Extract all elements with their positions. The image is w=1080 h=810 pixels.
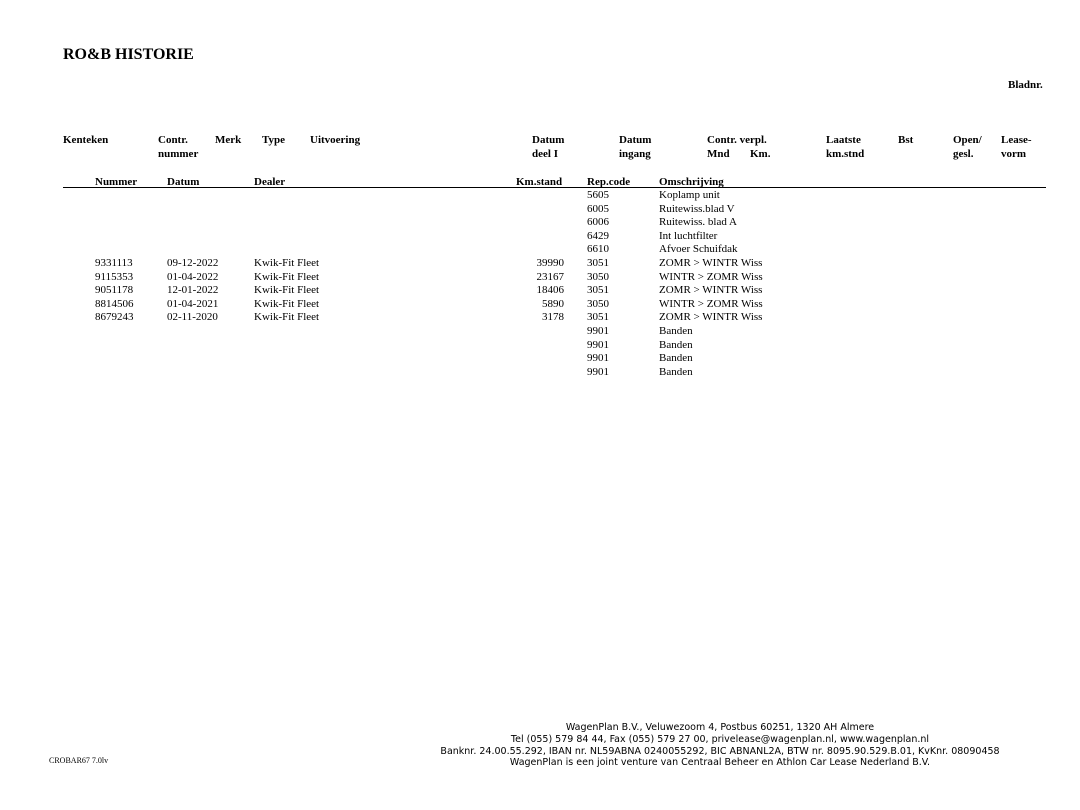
cell-dealer: Kwik-Fit Fleet xyxy=(254,284,320,297)
table-row xyxy=(0,366,1080,380)
cell-datum: 09-12-2022 xyxy=(167,257,219,269)
cell-omschrijving: ZOMR > WINTR Wiss xyxy=(659,257,763,269)
cell-dealer: Kwik-Fit Fleet xyxy=(254,311,320,324)
cell-kmstand: 23167 xyxy=(536,270,564,283)
table-row xyxy=(0,339,1080,353)
cell-omschrijving: ZOMR > WINTR Wiss xyxy=(659,311,763,324)
cell-omschrijving: Ruitewiss. blad A xyxy=(659,216,737,229)
cell-repcode: 9901 xyxy=(587,365,609,378)
cell-repcode: 3051 xyxy=(587,284,609,297)
header-open-line2: gesl. xyxy=(953,147,974,160)
cell-nummer: 8814506 xyxy=(95,297,134,310)
table-row xyxy=(0,271,1080,285)
footer-address: WagenPlan B.V., Veluwezoom 4, Postbus 60251, 1320 AH Almere xyxy=(565,722,875,733)
cell-repcode: 6005 xyxy=(587,202,609,215)
cell-repcode: 6610 xyxy=(587,243,609,256)
header-contract-number xyxy=(158,134,198,161)
header-laatste-line1: Laatste xyxy=(826,134,861,146)
cell-omschrijving: ZOMR > WINTR Wiss xyxy=(659,284,763,297)
cell-dealer: Kwik-Fit Fleet xyxy=(254,297,320,310)
header-kenteken-label: Kenteken xyxy=(63,134,109,146)
cell-dealer: Kwik-Fit Fleet xyxy=(254,257,320,269)
header-contr-verpl-mnd: Mnd xyxy=(707,147,730,160)
header-divider xyxy=(63,187,1046,188)
cell-repcode: 9901 xyxy=(587,352,609,365)
cell-repcode: 6006 xyxy=(587,216,609,229)
cell-repcode: 3051 xyxy=(587,257,609,269)
cell-datum: 02-11-2020 xyxy=(167,311,218,324)
cell-omschrijving: Int luchtfilter xyxy=(659,229,718,242)
subheader-omschrijving: Omschrijving xyxy=(659,176,724,188)
header-datum-deel-line1: Datum xyxy=(532,134,565,146)
header-lease-line1: Lease- xyxy=(1001,134,1032,146)
cell-omschrijving: Ruitewiss.blad V xyxy=(659,202,735,215)
header-contract-line2: nummer xyxy=(158,147,199,160)
form-code: CROBAR67 7.0lv xyxy=(49,756,109,765)
table-row xyxy=(0,298,1080,312)
footer-joint-venture: WagenPlan is een joint venture van Centraal Beheer en Athlon Car Lease Nederland B.V. xyxy=(509,757,931,769)
header-contr-verpl-line1: Contr. verpl. xyxy=(707,134,767,146)
header-type-label: Type xyxy=(262,134,286,146)
cell-omschrijving: Banden xyxy=(659,365,693,378)
cell-datum: 12-01-2022 xyxy=(167,284,219,297)
cell-omschrijving: Banden xyxy=(659,325,693,337)
cell-omschrijving: WINTR > ZOMR Wiss xyxy=(659,270,763,283)
table-row xyxy=(0,203,1080,217)
subheader-dealer: Dealer xyxy=(254,176,286,188)
cell-omschrijving: Afvoer Schuifdak xyxy=(659,243,738,256)
page-number-label: Bladnr. xyxy=(1008,79,1043,91)
subheader-kmstand: Km.stand xyxy=(516,176,563,188)
header-merk-label: Merk xyxy=(215,134,242,146)
table-row xyxy=(0,216,1080,230)
table-row xyxy=(0,230,1080,244)
cell-kmstand: 39990 xyxy=(536,257,564,269)
cell-omschrijving: Koplamp unit xyxy=(659,189,720,201)
table-row xyxy=(0,243,1080,257)
header-open-line1: Open/ xyxy=(953,134,982,146)
header-datum-ingang-line2: ingang xyxy=(619,147,651,160)
header-laatste-kmstand xyxy=(826,134,864,161)
header-type xyxy=(262,134,285,148)
cell-repcode: 6429 xyxy=(587,229,609,242)
header-laatste-line2: km.stnd xyxy=(826,147,865,160)
header-datum-ingang-line1: Datum xyxy=(619,134,652,146)
table-row xyxy=(0,284,1080,298)
header-uitvoering xyxy=(310,134,360,148)
table-row xyxy=(0,325,1080,339)
subheader-nummer: Nummer xyxy=(95,176,138,188)
header-bst-label: Bst xyxy=(898,134,914,146)
cell-repcode: 9901 xyxy=(587,338,609,351)
cell-datum: 01-04-2022 xyxy=(167,270,219,283)
company-footer xyxy=(420,722,1020,769)
table-row xyxy=(0,189,1080,203)
subheader-datum: Datum xyxy=(167,176,200,188)
header-lease-vorm xyxy=(1001,134,1032,161)
cell-nummer: 9331113 xyxy=(95,257,133,269)
header-bst xyxy=(898,134,913,148)
cell-nummer: 8679243 xyxy=(95,311,134,324)
page-title: RO&B HISTORIE xyxy=(63,46,194,63)
cell-nummer: 9051178 xyxy=(95,284,134,297)
table-row xyxy=(0,257,1080,271)
header-merk xyxy=(215,134,241,148)
cell-dealer: Kwik-Fit Fleet xyxy=(254,270,320,283)
cell-kmstand: 5890 xyxy=(542,297,564,310)
header-lease-line2: vorm xyxy=(1001,147,1027,160)
cell-kmstand: 3178 xyxy=(542,311,564,324)
cell-nummer: 9115353 xyxy=(95,270,134,283)
header-open-gesl xyxy=(953,134,982,161)
header-kenteken xyxy=(63,134,108,148)
cell-repcode: 9901 xyxy=(587,325,609,337)
header-datum-deel-line2: deel I xyxy=(532,147,558,160)
cell-repcode: 3051 xyxy=(587,311,609,324)
cell-repcode: 3050 xyxy=(587,297,609,310)
cell-repcode: 5605 xyxy=(587,189,609,201)
cell-kmstand: 18406 xyxy=(536,284,564,297)
cell-omschrijving: WINTR > ZOMR Wiss xyxy=(659,297,763,310)
footer-bank-details: Banknr. 24.00.55.292, IBAN nr. NL59ABNA 0240055292, BIC ABNANL2A, BTW nr. 8095.90.529.B.01, KvKnr. 08090458 xyxy=(440,745,1000,757)
table-row xyxy=(0,352,1080,366)
cell-repcode: 3050 xyxy=(587,270,609,283)
table-row xyxy=(0,311,1080,325)
header-contr-verpl-km: Km. xyxy=(750,147,771,160)
header-datum-deel xyxy=(532,134,564,161)
cell-omschrijving: Banden xyxy=(659,338,693,351)
header-contract-line1: Contr. xyxy=(158,134,188,146)
footer-contact: Tel (055) 579 84 44, Fax (055) 579 27 00, privelease@wagenplan.nl, www.wagenplan.nl xyxy=(510,733,930,745)
header-contr-verpl xyxy=(707,134,767,148)
cell-omschrijving: Banden xyxy=(659,352,693,365)
cell-datum: 01-04-2021 xyxy=(167,297,219,310)
header-datum-ingang xyxy=(619,134,651,161)
subheader-repcode: Rep.code xyxy=(587,176,631,188)
header-uitvoering-label: Uitvoering xyxy=(310,134,361,146)
